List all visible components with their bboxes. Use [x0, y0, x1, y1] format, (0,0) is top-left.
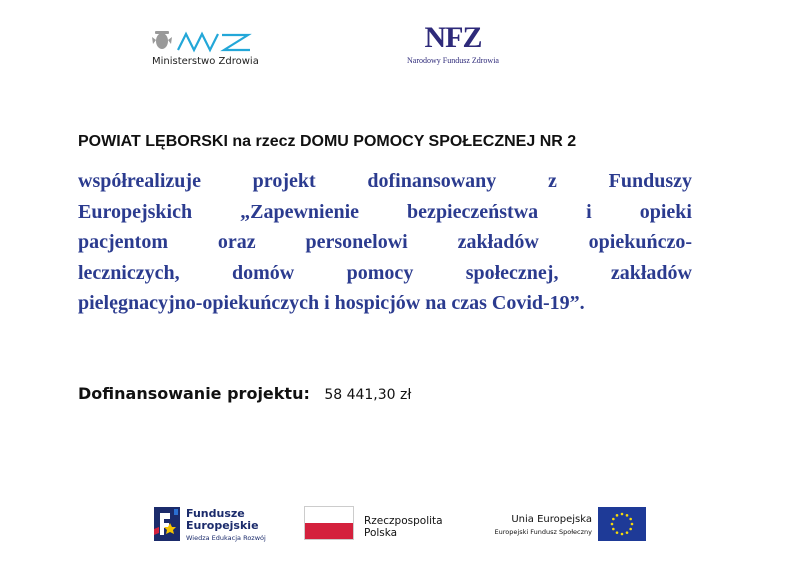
republic-of-poland-name: [364, 515, 443, 539]
european-union-logo: [480, 507, 650, 545]
european-funds-title: [186, 508, 259, 532]
eu-star-icon: [626, 514, 629, 517]
eu-star-icon: [612, 518, 615, 521]
republic-of-poland-line1: Rzeczpospolita: [364, 515, 443, 527]
description-line: Europejskich „Zapewnienie bezpieczeństwa i opieki: [78, 200, 692, 223]
ministry-of-health-logo: [152, 28, 262, 70]
funding-amount: 58 441,30 zł: [324, 387, 412, 403]
eu-star-icon: [631, 523, 634, 526]
eu-star-icon: [621, 513, 624, 516]
european-funds-subtitle: Wiedza Edukacja Rozwój: [186, 534, 266, 542]
european-funds-emblem-icon: [152, 505, 182, 543]
description-line: pacjentom oraz personelowi zakładów opiekuńczo-: [78, 231, 692, 253]
description-line: pielęgnacyjno-opiekuńczych i hospicjów na czas Covid-19”.: [78, 292, 585, 314]
ministry-name: Ministerstwo Zdrowia: [152, 56, 259, 67]
funding-label: Dofinansowanie projektu:: [78, 384, 310, 403]
nfz-mark: NFZ: [424, 21, 482, 54]
republic-of-poland-line2: Polska: [364, 527, 398, 539]
beneficiary-heading: POWIAT LĘBORSKI na rzecz DOMU POMOCY SPOŁECZNEJ NR 2: [78, 133, 577, 150]
eu-star-icon: [616, 531, 619, 534]
nfz-logo: [398, 22, 508, 72]
eu-title: Unia Europejska: [511, 514, 592, 525]
eu-subtitle: Europejski Fundusz Społeczny: [494, 528, 592, 536]
ministry-emblem-icon: [152, 28, 252, 54]
eu-star-icon: [626, 531, 629, 534]
nfz-name: Narodowy Fundusz Zdrowia: [407, 56, 499, 65]
eu-star-icon: [629, 528, 632, 531]
eu-star-icon: [612, 528, 615, 531]
description-line: leczniczych, domów pomocy społecznej, zakładów: [78, 261, 692, 284]
european-funds-title-line1: Fundusze: [186, 507, 245, 520]
project-description: [78, 166, 692, 319]
eu-star-icon: [611, 523, 614, 526]
european-funds-title-line2: Europejskie: [186, 519, 259, 532]
eu-star-icon: [621, 533, 624, 536]
polish-flag-icon: [304, 506, 354, 540]
eu-star-icon: [629, 518, 632, 521]
republic-of-poland-logo: [304, 506, 464, 546]
description-line: współrealizuje projekt dofinansowany z Funduszy: [78, 170, 692, 192]
european-funds-logo: [152, 505, 287, 545]
funding-info: [78, 384, 411, 404]
eu-star-icon: [616, 514, 619, 517]
eu-flag-icon: [598, 507, 646, 541]
